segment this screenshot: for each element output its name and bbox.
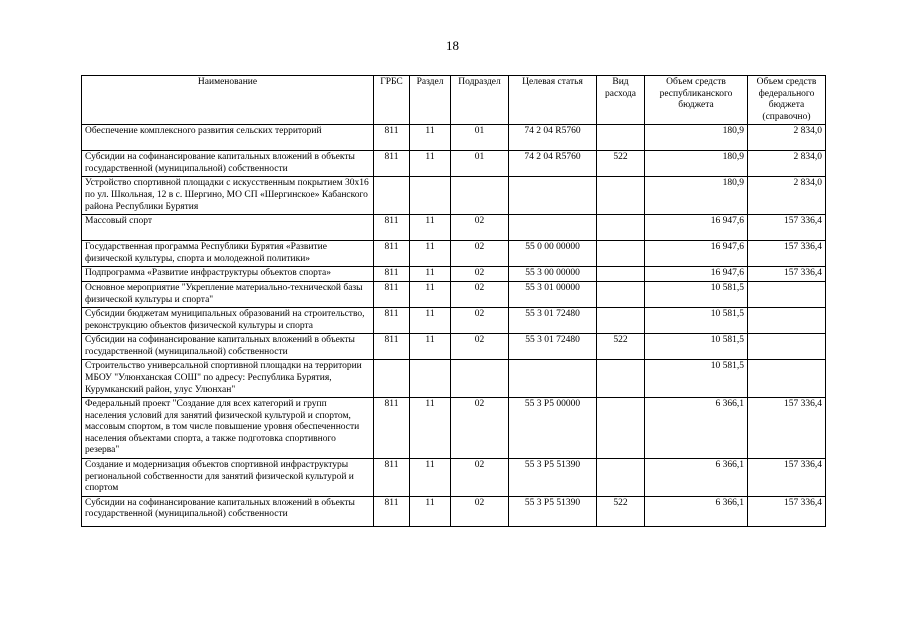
cell-vid: 522 [597, 334, 645, 360]
cell-name: Устройство спортивной площадки с искусственным покрытием 30х16 по ул. Школьная, 12 в с. Шергино, МО СП «Шергинское» Кабанского района Республики Бурятия [82, 177, 374, 215]
table-row [82, 334, 826, 360]
table-header-row [82, 76, 826, 125]
cell-razdel: 11 [410, 151, 451, 177]
cell-name: Субсидии бюджетам муниципальных образований на строительство, реконструкцию объектов физической культуры и спорта [82, 308, 374, 334]
cell-fed [748, 281, 826, 307]
cell-fed [748, 360, 826, 398]
table-row [82, 308, 826, 334]
table-row [82, 267, 826, 282]
cell-target: 55 3 01 72480 [509, 334, 597, 360]
cell-vid [597, 360, 645, 398]
table-row [82, 177, 826, 215]
cell-name: Субсидии на софинансирование капитальных вложений в объекты государственной (муниципальной) собственности [82, 334, 374, 360]
cell-grbs: 811 [374, 281, 410, 307]
cell-razdel: 11 [410, 398, 451, 459]
header-grbs: ГРБС [374, 76, 410, 125]
cell-razdel: 11 [410, 281, 451, 307]
cell-rep: 10 581,5 [645, 360, 748, 398]
cell-vid [597, 398, 645, 459]
cell-grbs: 811 [374, 459, 410, 497]
header-vid: Вид расхода [597, 76, 645, 125]
cell-grbs: 811 [374, 267, 410, 282]
cell-target: 55 3 00 00000 [509, 267, 597, 282]
cell-podrazdel: 02 [451, 459, 509, 497]
table-row [82, 459, 826, 497]
table-row [82, 496, 826, 526]
cell-razdel: 11 [410, 125, 451, 151]
cell-rep: 180,9 [645, 177, 748, 215]
cell-fed: 157 336,4 [748, 398, 826, 459]
cell-target [509, 360, 597, 398]
cell-name: Строительство универсальной спортивной площадки на территории МБОУ "Улюнханская СОШ" по адресу: Республика Бурятия, Курумканский район, улус Улюнхан" [82, 360, 374, 398]
table-row [82, 360, 826, 398]
cell-razdel: 11 [410, 267, 451, 282]
header-rep: Объем средств республиканского бюджета [645, 76, 748, 125]
cell-vid [597, 308, 645, 334]
cell-target: 55 3 P5 51390 [509, 496, 597, 526]
cell-fed: 2 834,0 [748, 125, 826, 151]
cell-name: Обеспечение комплексного развития сельских территорий [82, 125, 374, 151]
cell-target [509, 215, 597, 241]
cell-fed: 157 336,4 [748, 241, 826, 267]
cell-rep: 10 581,5 [645, 281, 748, 307]
cell-grbs [374, 360, 410, 398]
cell-name: Государственная программа Республики Бурятия «Развитие физической культуры, спорта и молодежной политики» [82, 241, 374, 267]
cell-podrazdel: 02 [451, 496, 509, 526]
header-fed: Объем средств федерального бюджета (справочно) [748, 76, 826, 125]
cell-razdel: 11 [410, 241, 451, 267]
cell-fed: 2 834,0 [748, 177, 826, 215]
cell-name: Подпрограмма «Развитие инфраструктуры объектов спорта» [82, 267, 374, 282]
cell-razdel: 11 [410, 215, 451, 241]
cell-grbs: 811 [374, 496, 410, 526]
cell-podrazdel: 02 [451, 281, 509, 307]
cell-fed: 2 834,0 [748, 151, 826, 177]
cell-target: 55 3 01 72480 [509, 308, 597, 334]
page-number: 18 [446, 38, 459, 53]
cell-name: Субсидии на софинансирование капитальных вложений в объекты государственной (муниципальной) собственности [82, 496, 374, 526]
cell-podrazdel: 01 [451, 151, 509, 177]
header-name: Наименование [82, 76, 374, 125]
cell-razdel [410, 360, 451, 398]
table-row [82, 398, 826, 459]
cell-razdel: 11 [410, 459, 451, 497]
cell-name: Создание и модернизация объектов спортивной инфраструктуры региональной собственности для занятий физической культурой и спортом [82, 459, 374, 497]
cell-rep: 16 947,6 [645, 241, 748, 267]
cell-vid [597, 281, 645, 307]
cell-fed: 157 336,4 [748, 267, 826, 282]
cell-target: 55 3 01 00000 [509, 281, 597, 307]
cell-grbs: 811 [374, 398, 410, 459]
cell-podrazdel: 01 [451, 125, 509, 151]
cell-rep: 180,9 [645, 151, 748, 177]
cell-podrazdel [451, 177, 509, 215]
cell-grbs: 811 [374, 241, 410, 267]
header-razdel: Раздел [410, 76, 451, 125]
cell-target: 55 3 P5 51390 [509, 459, 597, 497]
cell-target: 55 0 00 00000 [509, 241, 597, 267]
cell-rep: 6 366,1 [645, 459, 748, 497]
cell-podrazdel: 02 [451, 267, 509, 282]
cell-rep: 10 581,5 [645, 334, 748, 360]
cell-razdel: 11 [410, 496, 451, 526]
cell-podrazdel: 02 [451, 215, 509, 241]
cell-vid [597, 267, 645, 282]
cell-fed: 157 336,4 [748, 459, 826, 497]
cell-rep: 10 581,5 [645, 308, 748, 334]
cell-vid [597, 125, 645, 151]
cell-name: Массовый спорт [82, 215, 374, 241]
table-row [82, 215, 826, 241]
cell-fed [748, 334, 826, 360]
cell-target: 74 2 04 R5760 [509, 125, 597, 151]
cell-vid: 522 [597, 496, 645, 526]
cell-fed: 157 336,4 [748, 215, 826, 241]
cell-grbs: 811 [374, 125, 410, 151]
cell-podrazdel [451, 360, 509, 398]
cell-podrazdel: 02 [451, 241, 509, 267]
cell-vid: 522 [597, 151, 645, 177]
cell-target: 55 3 P5 00000 [509, 398, 597, 459]
table-row [82, 125, 826, 151]
table-row [82, 281, 826, 307]
cell-name: Субсидии на софинансирование капитальных вложений в объекты государственной (муниципальной) собственности [82, 151, 374, 177]
cell-target: 74 2 04 R5760 [509, 151, 597, 177]
cell-name: Основное мероприятие "Укрепление материально-технической базы физической культуры и спорта" [82, 281, 374, 307]
table-row [82, 151, 826, 177]
cell-name: Федеральный проект "Создание для всех категорий и групп населения условий для занятий физической культурой и спортом, массовым спортом, в том числе повышение уровня обеспеченности населения объектами спорта, а также подготовка спортивного резерва" [82, 398, 374, 459]
cell-vid [597, 177, 645, 215]
header-podrazdel: Подраздел [451, 76, 509, 125]
cell-podrazdel: 02 [451, 398, 509, 459]
header-target: Целевая статья [509, 76, 597, 125]
cell-grbs: 811 [374, 308, 410, 334]
cell-grbs: 811 [374, 334, 410, 360]
cell-target [509, 177, 597, 215]
cell-rep: 6 366,1 [645, 496, 748, 526]
cell-podrazdel: 02 [451, 334, 509, 360]
cell-razdel: 11 [410, 308, 451, 334]
cell-rep: 16 947,6 [645, 215, 748, 241]
cell-rep: 180,9 [645, 125, 748, 151]
cell-rep: 6 366,1 [645, 398, 748, 459]
cell-razdel [410, 177, 451, 215]
cell-grbs [374, 177, 410, 215]
cell-fed [748, 308, 826, 334]
cell-grbs: 811 [374, 151, 410, 177]
cell-vid [597, 215, 645, 241]
cell-vid [597, 241, 645, 267]
table-row [82, 241, 826, 267]
cell-podrazdel: 02 [451, 308, 509, 334]
budget-table [81, 75, 826, 527]
cell-rep: 16 947,6 [645, 267, 748, 282]
cell-grbs: 811 [374, 215, 410, 241]
cell-vid [597, 459, 645, 497]
cell-fed: 157 336,4 [748, 496, 826, 526]
cell-razdel: 11 [410, 334, 451, 360]
